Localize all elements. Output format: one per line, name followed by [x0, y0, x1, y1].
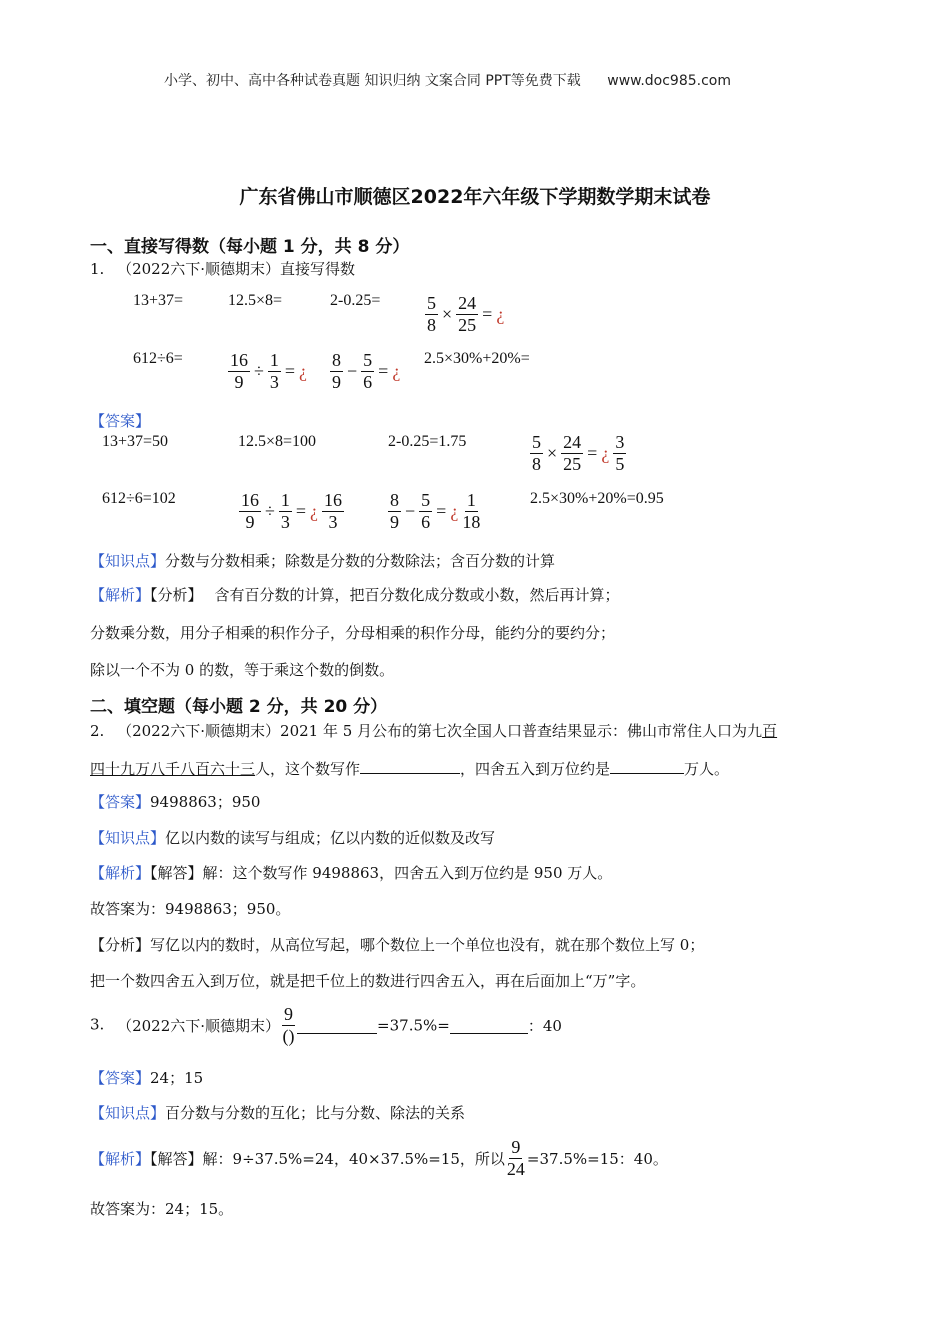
- q1-item-6: $\frac{16}{9}$ ÷ $\frac{1}{3}$ = ¿: [230, 350, 308, 392]
- q3-number: 3.: [90, 1015, 105, 1034]
- q3-blank-1[interactable]: [297, 1017, 377, 1034]
- section-2-title: 二、填空题（每小题 2 分，共 20 分）: [90, 697, 388, 717]
- q2-analysis-line-2: 故答案为：9498863；950。: [90, 900, 291, 918]
- q1-answer-6: $\frac{16}{9}$ ÷ $\frac{1}{3}$ = ¿ $\frac{16}{3}$: [241, 490, 343, 532]
- q2-analysis-line-4: 把一个数四舍五入到万位，就是把千位上的数进行四舍五入，再在后面加上“万”字。: [90, 972, 646, 990]
- q2-answer: 【答案】9498863；950: [90, 793, 261, 811]
- q1-text: （2022六下·顺德期末）直接写得数: [117, 260, 356, 278]
- page-title: 广东省佛山市顺德区2022年六年级下学期数学期末试卷: [239, 186, 711, 208]
- q2-stem-line-2: 四十九万八千八百六十三人，这个数写作 ，四舍五入到万位约是 万人。: [90, 757, 729, 779]
- q1-item-4: $\frac{5}{8}$ × $\frac{24}{25}$ = ¿: [427, 293, 505, 335]
- q2-analysis: 【解析】【解答】解：这个数写作 9498863，四舍五入到万位约是 950 万人。: [90, 864, 613, 882]
- q1-answer-2: 12.5×8=100: [238, 433, 317, 450]
- q1-analysis-line-2: 分数乘分数，用分子相乘的积作分子，分母相乘的积作分母，能约分的要约分；: [90, 624, 616, 642]
- q1-item-1: 13+37=: [133, 292, 184, 309]
- q2-blank-1[interactable]: [360, 757, 460, 774]
- q1-stem: [90, 258, 355, 279]
- header-banner: [164, 70, 731, 90]
- q1-analysis-line-3: 除以一个不为 0 的数，等于乘这个数的倒数。: [90, 661, 395, 679]
- q1-item-8: 2.5×30%+20%=: [424, 350, 530, 367]
- q2-blank-2[interactable]: [610, 757, 684, 774]
- q1-item-7: $\frac{8}{9}$ − $\frac{5}{6}$ = ¿: [332, 350, 401, 392]
- q1-answer-8: 2.5×30%+20%=0.95: [530, 490, 664, 507]
- q1-item-3: 2-0.25=: [330, 292, 381, 309]
- q1-knowledge: 【知识点】分数与分数相乘；除数是分数的分数除法；含百分数的计算: [90, 552, 556, 570]
- q1-item-2: 12.5×8=: [228, 292, 283, 309]
- q1-answer-3: 2-0.25=1.75: [388, 433, 467, 450]
- q1-answer-1: 13+37=50: [102, 433, 169, 450]
- q1-answer-tag: 【答案】: [90, 412, 151, 430]
- q2-analysis-line-3: 【分析】写亿以内的数时，从高位写起，哪个数位上一个单位也没有，就在那个数位上写 0；: [90, 936, 705, 954]
- q1-analysis: 【解析】【分析】 含有百分数的计算，把百分数化成分数或小数，然后再计算；: [90, 586, 620, 604]
- q1-number: 1.: [90, 260, 105, 278]
- q3-answer: 【答案】24；15: [90, 1069, 204, 1087]
- q1-answer-4: $\frac{5}{8}$ × $\frac{24}{25}$ = ¿ $\frac{3}{5}$: [532, 432, 625, 474]
- q2-stem: 2. （2022六下·顺德期末）2021 年 5 月公布的第七次全国人口普查结果显示：佛山市常住人口为九百: [90, 722, 778, 740]
- q1-answer-7: $\frac{8}{9}$ − $\frac{5}{6}$ = ¿ $\frac{1}{18}$: [390, 490, 481, 532]
- section-1-title: 一、直接写得数（每小题 1 分，共 8 分）: [90, 237, 410, 257]
- q3-stem: 3. （2022六下·顺德期末） $\frac{9}{()}$ =37.5%= ：40: [90, 1004, 562, 1046]
- q1-item-5: 612÷6=: [133, 350, 183, 367]
- header-text: 小学、初中、高中各种试卷真题 知识归纳 文案合同 PPT等免费下载: [164, 73, 581, 89]
- q3-knowledge: 【知识点】百分数与分数的互化；比与分数、除法的关系: [90, 1104, 466, 1122]
- header-url[interactable]: www.doc985.com: [607, 73, 731, 89]
- q1-answer-5: 612÷6=102: [102, 490, 176, 507]
- q3-analysis: 【解析】【解答】解：9÷37.5%=24，40×37.5%=15，所以 $\frac{9}{24}$ =37.5%=15：40。: [90, 1137, 668, 1179]
- q3-analysis-line-2: 故答案为：24；15。: [90, 1200, 234, 1218]
- q2-knowledge: 【知识点】亿以内数的读写与组成；亿以内数的近似数及改写: [90, 829, 496, 847]
- q3-blank-2[interactable]: [450, 1017, 528, 1034]
- q2-number: 2.: [90, 722, 105, 740]
